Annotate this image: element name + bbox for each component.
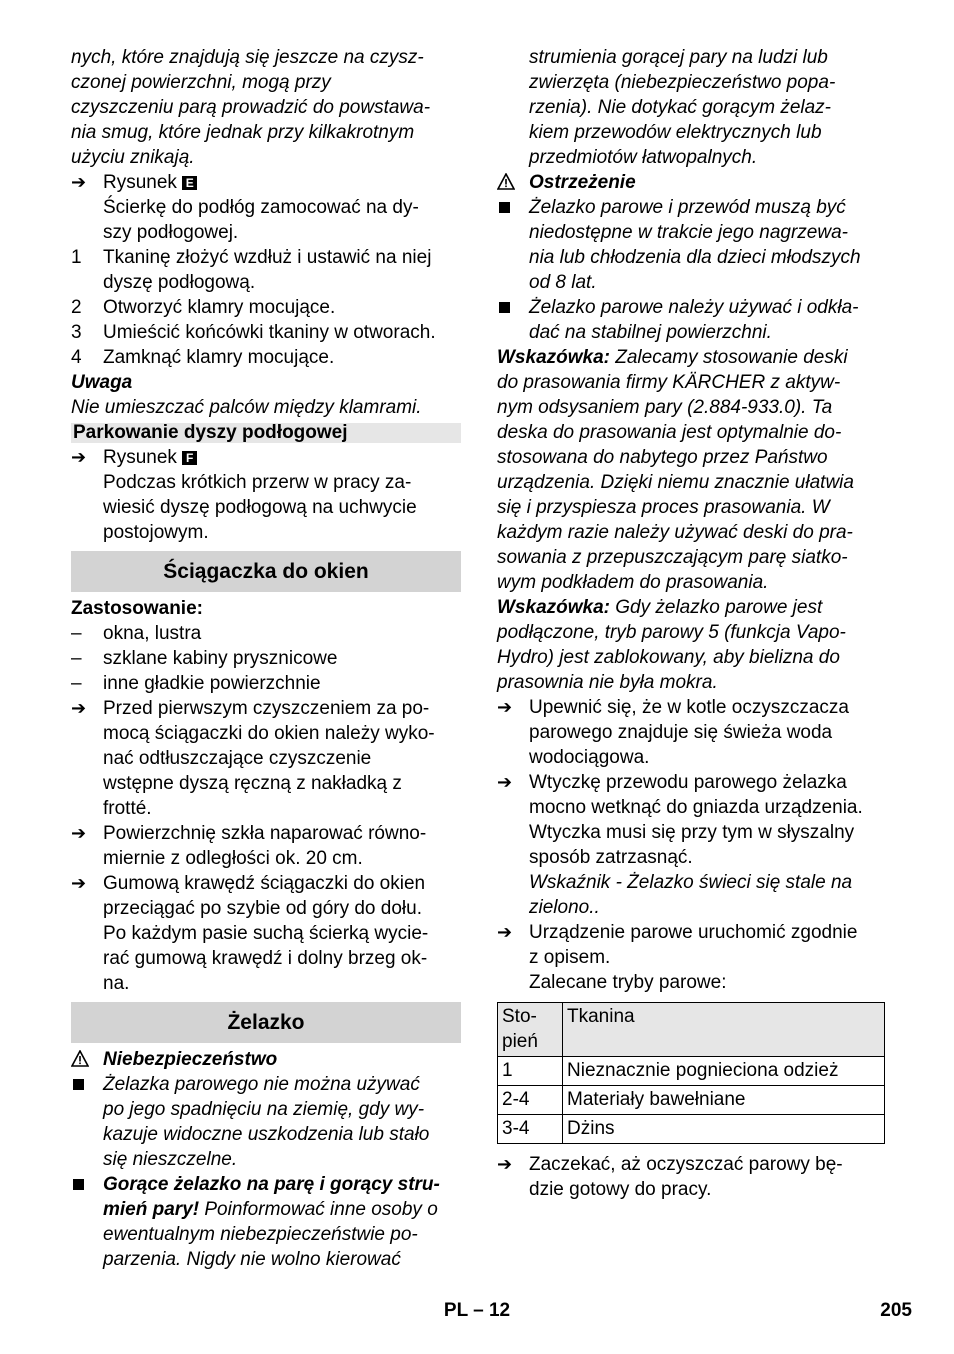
danger-continuation: strumienia gorącej pary na ludzi lub zwierzęta (niebezpieczeństwo popa- rzenia). Nie dotykać gorącym żelaz- kiem przewodów elektrycznych lub przedmiotów łatwopalnych. (529, 47, 836, 168)
right-arrow-icon: ➔ (497, 697, 513, 717)
recommended-label: Zalecane tryby parowe: (529, 972, 727, 993)
figure-e-text: Ścierkę do podłóg zamocować na dy- szy podłogowej. (103, 197, 419, 243)
table-row (498, 1086, 885, 1115)
page-number: 205 (880, 1300, 912, 1321)
right-column (497, 45, 887, 1202)
text-line: czyszczeniu parą prowadzić do powstawa- (71, 97, 431, 118)
step-item: 2 Otworzyć klamry mocujące. (71, 297, 336, 318)
left-column (71, 45, 461, 1272)
square-bullet-icon (71, 1172, 103, 1197)
table-header-row (498, 1003, 885, 1057)
text-line: nia smug, które jednak przy kilkakrotnym (71, 122, 415, 143)
table-row (498, 1115, 885, 1144)
text-line: czonej powierzchni, mogą przy (71, 72, 331, 93)
right-arrow-icon: ➔ (71, 873, 87, 893)
caution-item: Żelazko parowe należy używać i odkła- dać na stabilnej powierzchni. (497, 295, 887, 345)
hint-paragraph: Wskazówka: Gdy żelazko parowe jest podłączone, tryb parowy 5 (funkcja Vapo- Hydro) jest zablokowany, aby bielizna do prasownia nie była mokra. (497, 597, 846, 693)
action-step: ➔ Urządzenie parowe uruchomić zgodnie z opisem. (497, 922, 858, 968)
note-text: Nie umieszczać palców między klamrami. (71, 397, 422, 418)
table-cell: 2-4 (498, 1086, 563, 1115)
table-cell: 1 (498, 1057, 563, 1086)
section-heading-iron: Żelazko (71, 1002, 461, 1043)
text-line: użyciu znikają. (71, 147, 195, 168)
section-subheading: Parkowanie dyszy podłogowej (71, 423, 461, 443)
right-arrow-icon: ➔ (497, 1154, 513, 1174)
dash-bullet-icon: – (71, 673, 82, 694)
table-row (498, 1057, 885, 1086)
list-item: – okna, lustra (71, 623, 202, 644)
figure-letter-badge: E (182, 176, 197, 190)
table-cell: Nieznacznie pognieciona odzież (563, 1057, 885, 1086)
right-arrow-icon: ➔ (71, 172, 87, 192)
step-item: 3 Umieścić końcówki tkaniny w otworach. (71, 322, 436, 343)
figure-reference-f: ➔ Rysunek F (71, 445, 461, 470)
steam-settings-table (497, 1002, 885, 1144)
action-step: ➔ Powierzchnię szkła naparować równo- miernie z odległości ok. 20 cm. (71, 823, 427, 869)
table-cell: 3-4 (498, 1115, 563, 1144)
warning-triangle-icon (71, 1049, 89, 1074)
step-item: 4 Zamknąć klamry mocujące. (71, 347, 335, 368)
square-bullet-icon (497, 195, 529, 220)
right-arrow-icon: ➔ (71, 447, 87, 467)
caution-item: Żelazko parowe i przewód muszą być niedostępne w trakcie jego nagrzewa- nia lub chłodzenia dla dzieci młodszych od 8 lat. (497, 195, 887, 295)
dash-bullet-icon: – (71, 648, 82, 669)
right-arrow-icon: ➔ (71, 698, 87, 718)
table-header-label: Sto- pień (502, 1006, 538, 1052)
right-arrow-icon: ➔ (71, 823, 87, 843)
action-step: ➔ Wtyczkę przewodu parowego żelazka mocno wetknąć do gniazda urządzenia. Wtyczka musi się przy tym w słyszalny sposób zatrzasnąć. (497, 772, 863, 868)
table-header-cell: Tkanina (563, 1003, 885, 1057)
caution-heading: Ostrzeżenie (497, 170, 887, 195)
list-item: – szklane kabiny prysznicowe (71, 648, 338, 669)
indicator-text: Wskaźnik - Żelazko świeci się stale na zielono.. (529, 872, 853, 918)
list-item: – inne gładkie powierzchnie (71, 673, 321, 694)
page-language-code: PL – 12 (443, 1300, 511, 1321)
figure-letter-badge: F (182, 451, 197, 465)
text-line: nych, które znajdują się jeszcze na czysz- (71, 47, 424, 68)
danger-item: Żelazka parowego nie można używać po jego spadnięciu na ziemię, gdy wy- kazuje widoczne uszkodzenia lub stało się nieszczelne. (71, 1072, 461, 1172)
right-arrow-icon: ➔ (497, 772, 513, 792)
table-cell: Dżins (563, 1115, 885, 1144)
action-step: ➔ Zaczekać, aż oczyszczać parowy bę- dzie gotowy do pracy. (497, 1154, 843, 1200)
section-heading-squeegee: Ściągaczka do okien (71, 551, 461, 592)
intro-paragraph (71, 45, 461, 170)
action-step: ➔ Gumową krawędź ściągaczki do okien przeciągać po szybie od góry do dołu. Po każdym pasie suchą ścierką wycie- rać gumową krawędź i dolny brzeg ok- na. (71, 873, 429, 994)
action-step: ➔ Upewnić się, że w kotle oczyszczacza parowego znajduje się świeża woda wodociągowa. (497, 697, 849, 768)
table-cell: Materiały bawełniane (563, 1086, 885, 1115)
application-label: Zastosowanie: (71, 598, 203, 619)
table-header-cell (498, 1003, 563, 1057)
hint-paragraph: Wskazówka: Zalecamy stosowanie deski do prasowania firmy KÄRCHER z aktyw- nym odsysaniem pary (2.884-933.0). Ta deska do prasowania jest optymalnie do- stosowana do nabytego przez Państwo urządzenia. Dzięki niemu znacznie ułatwia się i przyspiesza proces prasowania. W każdym razie należy używać deski do pra- sowania z przepuszczającym parę siatko- wym podkładem do prasowania. (497, 347, 854, 593)
right-arrow-icon: ➔ (497, 922, 513, 942)
square-bullet-icon (71, 1072, 103, 1097)
figure-reference-e: ➔ Rysunek E (71, 170, 461, 195)
warning-triangle-icon (497, 172, 515, 197)
danger-item: Gorące żelazko na parę i gorący stru- mień pary! Poinformować inne osoby o ewentualnym niebezpieczeństwie po- parzenia. Nigdy nie wolno kierować (71, 1172, 461, 1272)
dash-bullet-icon: – (71, 623, 82, 644)
step-item: 1 Tkaninę złożyć wzdłuż i ustawić na niej dyszę podłogową. (71, 247, 432, 293)
figure-f-text: Podczas krótkich przerw w pracy za- wiesić dyszę podłogową na uchwycie postojowym. (103, 472, 417, 543)
danger-heading: Niebezpieczeństwo (71, 1047, 461, 1072)
action-step: ➔ Przed pierwszym czyszczeniem za po- mocą ściągaczki do okien należy wyko- nać odtłuszczające czyszczenie wstępne dyszą ręczną z nakładką z frotté. (71, 698, 435, 819)
square-bullet-icon (497, 295, 529, 320)
note-title: Uwaga (71, 372, 133, 393)
